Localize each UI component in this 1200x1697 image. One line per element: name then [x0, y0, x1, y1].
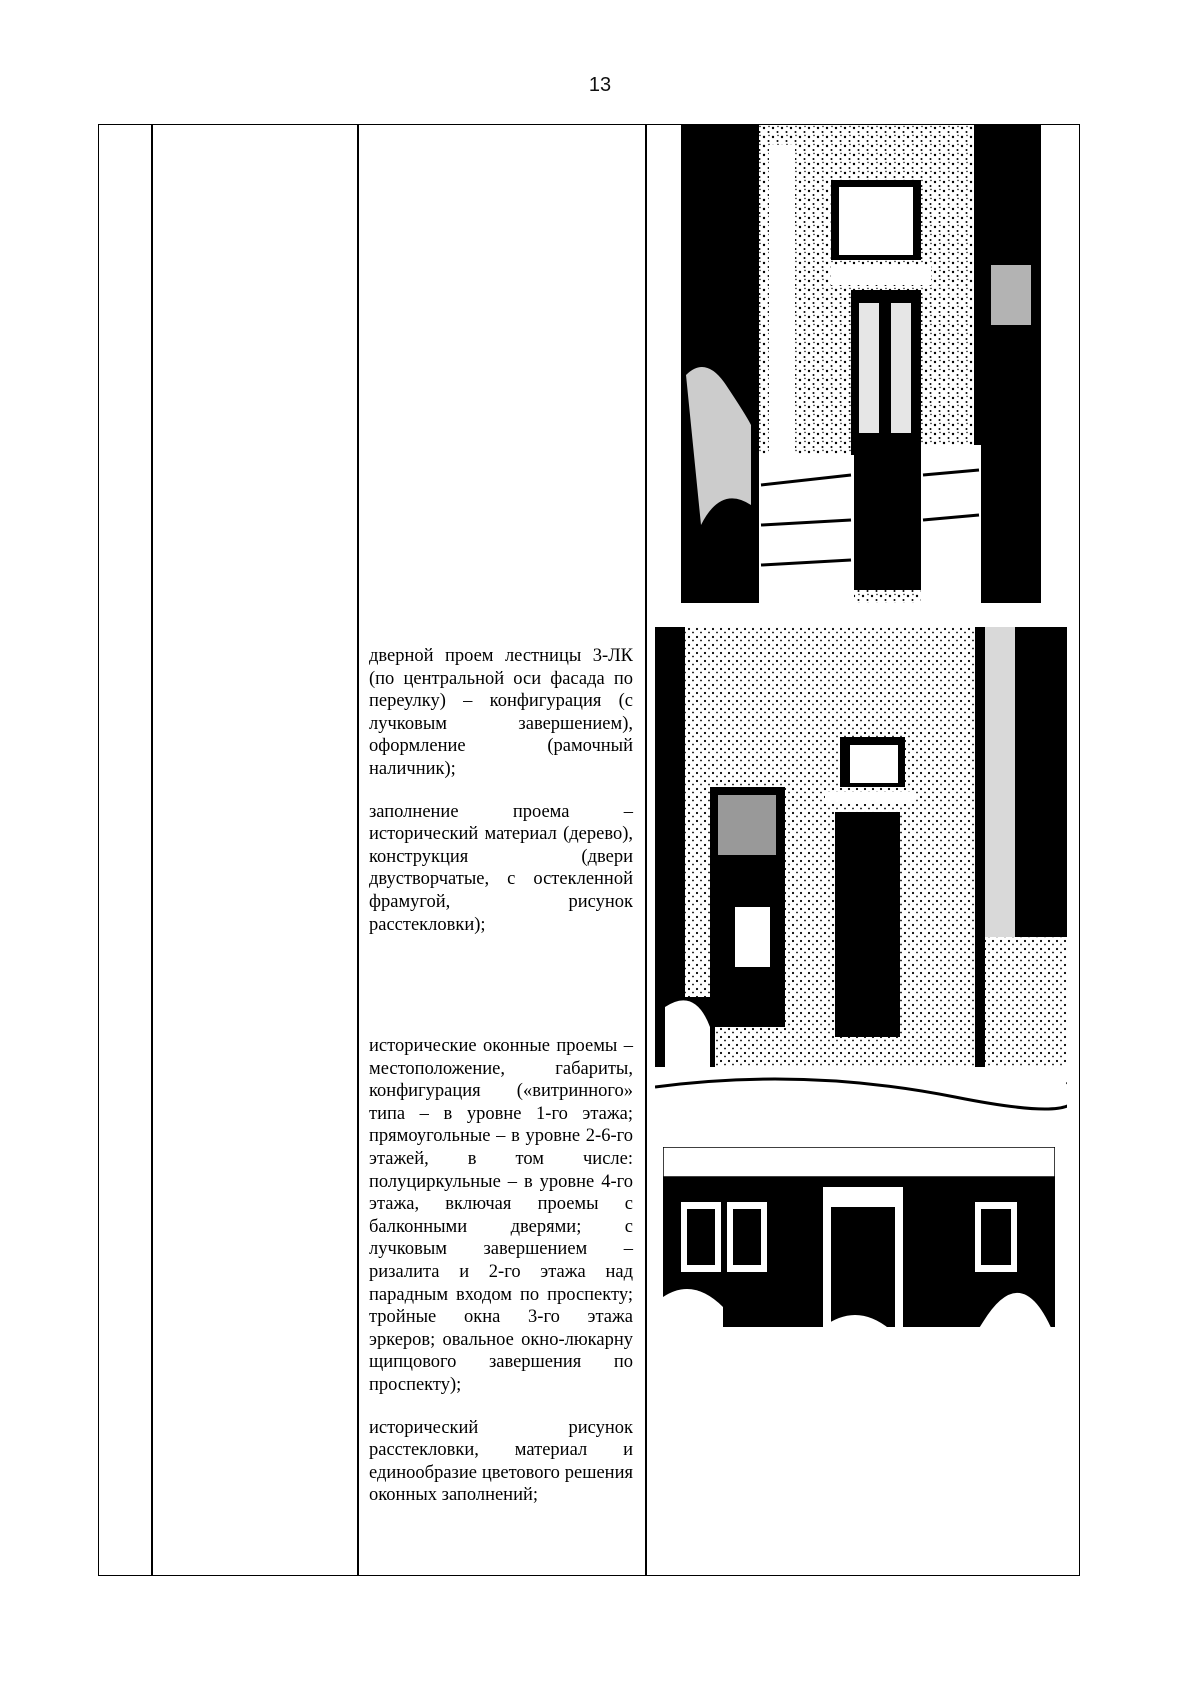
column-divider — [151, 125, 153, 1575]
paragraph-window-openings: исторические оконные проемы – местоположение, габариты, конфигурация («витринного» типа – в уровне 1-го этажа; прямоугольные – в уровне 2-6-го этажей, в том числе: полуциркульные – в уровне 4-го этажа, включая проемы с балконными дверями; с лучковым завершением – ризалита и 2-го этажа над парадным входом по проспекту; тройные окна 3-го этажа эркеров; овальное окно-люкарну щипцового завершения по проспекту); — [369, 1036, 633, 1395]
column-divider — [357, 125, 359, 1575]
page-number: 13 — [588, 74, 612, 96]
paragraph-door-filling: заполнение проема – исторический материал (дерево), конструкция (двери двустворчатые, с остекленной фрамугой, рисунок расстекловки); — [369, 801, 633, 935]
paragraph-doorway: дверной проем лестницы 3-ЛК (по центральной оси фасада по переулку) – конфигурация (с лучковым завершением), оформление (рамочный наличник); — [369, 646, 633, 779]
photo-doorway-stairs — [681, 125, 1041, 603]
description-text — [369, 645, 633, 956]
column-divider — [645, 125, 647, 1575]
paragraph-glazing-pattern: исторический рисунок расстекловки, материал и единообразие цветового решения оконных заполнений; — [369, 1417, 633, 1506]
monument-table — [98, 124, 1080, 1576]
photo-snowy-entrance — [663, 1147, 1055, 1375]
description-text-windows — [369, 1035, 633, 1527]
photo-facade-entrance — [655, 627, 1067, 1125]
